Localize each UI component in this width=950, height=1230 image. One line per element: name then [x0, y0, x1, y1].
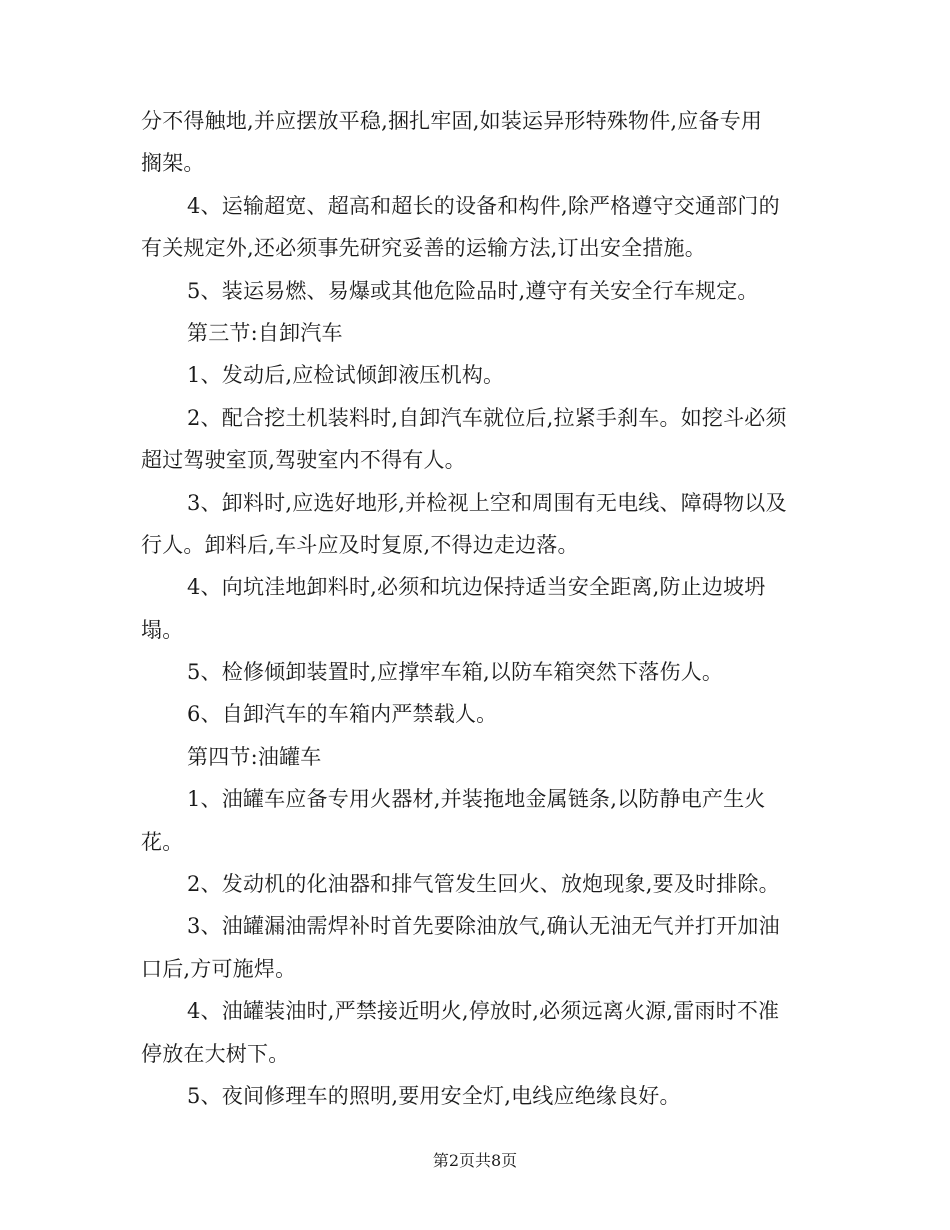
- text-line: 花。: [141, 829, 184, 854]
- text-line: 5、夜间修理车的照明,要用安全灯,电线应绝缘良好。: [187, 1083, 681, 1108]
- text-line: 1、发动后,应检试倾卸液压机构。: [187, 363, 505, 388]
- text-line: 口后,方可施焊。: [141, 956, 297, 981]
- text-line: 1、油罐车应备专用火器材,并装拖地金属链条,以防静电产生火: [187, 787, 766, 812]
- section-heading: 第三节:自卸汽车: [187, 320, 343, 345]
- text-line: 2、发动机的化油器和排气管发生回火、放炮现象,要及时排除。: [187, 872, 780, 897]
- text-line: 分不得触地,并应摆放平稳,捆扎牢固,如装运异形特殊物件,应备专用: [141, 109, 763, 133]
- text-line: 6、自卸汽车的车箱内严禁载人。: [187, 702, 498, 727]
- text-line: 塌。: [141, 617, 184, 642]
- text-line: 5、装运易燃、易爆或其他危险品时,遵守有关安全行车规定。: [187, 278, 759, 303]
- text-line: 2、配合挖土机装料时,自卸汽车就位后,拉紧手刹车。如挖斗必须: [187, 405, 787, 430]
- text-line: 4、油罐装油时,严禁接近明火,停放时,必须远离火源,雷雨时不准: [187, 999, 780, 1024]
- text-line: 有关规定外,还必须事先研究妥善的运输方法,订出安全措施。: [141, 236, 706, 261]
- document-body: [141, 100, 809, 1117]
- text-line: 停放在大树下。: [141, 1041, 290, 1066]
- text-line: 4、运输超宽、超高和超长的设备和构件,除严格遵守交通部门的: [187, 193, 780, 218]
- text-line: 4、向坑洼地卸料时,必须和坑边保持适当安全距离,防止边坡坍: [187, 575, 766, 600]
- section-heading: 第四节:油罐车: [187, 744, 322, 769]
- text-line: 搁架。: [141, 151, 205, 176]
- text-line: 行人。卸料后,车斗应及时复原,不得边走边落。: [141, 532, 579, 557]
- text-line: 3、卸料时,应选好地形,并检视上空和周围有无电线、障碍物以及: [187, 490, 787, 515]
- text-line: 超过驾驶室顶,驾驶室内不得有人。: [141, 448, 466, 473]
- text-line: 5、检修倾卸装置时,应撑牢车箱,以防车箱突然下落伤人。: [187, 660, 724, 685]
- text-line: 3、油罐漏油需焊补时首先要除油放气,确认无油无气并打开加油: [187, 914, 780, 939]
- page-number: 第2页共8页: [432, 1151, 518, 1170]
